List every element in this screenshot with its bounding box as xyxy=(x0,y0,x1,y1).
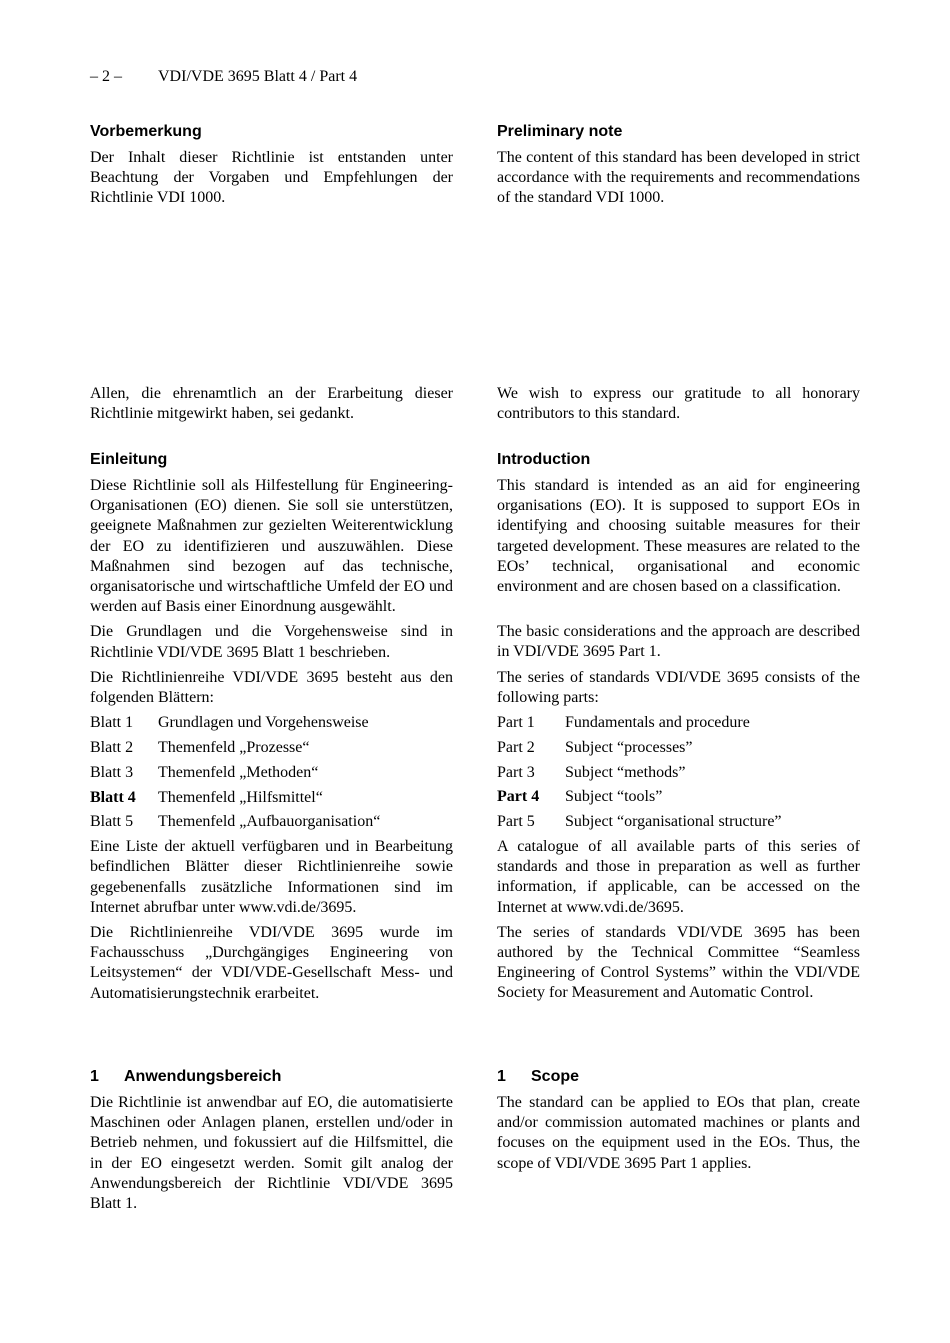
intro-paragraph-de: Die Richtlinienreihe VDI/VDE 3695 wurde im Fachausschuss „Durchgängiges Engineering von Leitsystemen“ der VDI/VDE-Gesellschaft Mess- und Automatisierungstechnik erarbeitet. xyxy=(90,924,453,1002)
list-item-current: Part 4 Subject “tools” xyxy=(497,788,663,806)
intro-paragraph-en: A catalogue of all available parts of this series of standards and those in preparation as well as further information, if applicable, can be accessed on the Internet at www.vdi.de/3695. xyxy=(497,838,860,916)
preface-section-en xyxy=(497,122,860,214)
scope-section-en xyxy=(497,1067,860,1179)
scope-heading-de: 1 Anwendungsbereich xyxy=(90,1068,282,1085)
parts-list-de xyxy=(90,713,453,837)
intro-paragraph-de: Diese Richtlinie soll als Hilfestellung für Engineering-Organisationen (EO) dienen. Sie soll sie unterstützen, geeignete Maßnahmen zur gezielten Weiterentwicklung der EO zu identifizieren und auszuwählen. Diese Maßnahmen sind bezogen auf das technische, organisatorische und wirtschaftliche Umfeld der EO und werden auf Basis einer Einordnung ausgewählt. xyxy=(90,477,453,616)
parts-list-en xyxy=(497,713,860,837)
intro-paragraph-en: The series of standards VDI/VDE 3695 consists of the following parts: xyxy=(497,668,860,706)
list-item: Blatt 1 Grundlagen und Vorgehensweise xyxy=(90,714,369,732)
thanks-text-en: We wish to express our gratitude to all honorary contributors to this standard. xyxy=(497,385,860,423)
intro-paragraph-en: The series of standards VDI/VDE 3695 has been authored by the Technical Committee “Seamless Engineering of Control Systems” within the VDI/VDE Society for Measurement and Automatic Control. xyxy=(497,923,860,1002)
list-item: Part 1 Fundamentals and procedure xyxy=(497,714,750,732)
intro-paragraph-de: Die Grundlagen und die Vorgehensweise sind in Richtlinie VDI/VDE 3695 Blatt 1 beschrieben. xyxy=(90,623,453,661)
preface-section-de xyxy=(90,122,453,214)
list-item: Part 5 Subject “organisational structure” xyxy=(497,813,782,831)
thanks-section-de xyxy=(90,384,453,429)
page-header xyxy=(90,68,357,86)
list-item: Blatt 5 Themenfeld „Aufbauorganisation“ xyxy=(90,813,381,831)
list-item: Blatt 2 Themenfeld „Prozesse“ xyxy=(90,739,310,757)
thanks-text-de: Allen, die ehrenamtlich an der Erarbeitung dieser Richtlinie mitgewirkt haben, sei gedankt. xyxy=(90,385,453,423)
list-item: Part 3 Subject “methods” xyxy=(497,763,686,781)
list-item-current: Blatt 4 Themenfeld „Hilfsmittel“ xyxy=(90,788,323,806)
preface-heading-de: Vorbemerkung xyxy=(90,123,202,140)
preface-text-en: The content of this standard has been developed in strict accordance with the requirements and recommendations of the standard VDI 1000. xyxy=(497,149,860,207)
intro-section-de xyxy=(90,450,453,1009)
list-item: Part 2 Subject “processes” xyxy=(497,738,693,756)
preface-heading-en: Preliminary note xyxy=(497,123,623,140)
intro-heading-de: Einleitung xyxy=(90,451,168,468)
intro-paragraph-en: This standard is intended as an aid for engineering organisations (EO). It is supposed to support EOs in identifying and choosing suitable measures for their targeted development. These measures are related to the EOs’ technical, organisational and economic environment and are chosen based on a classification. xyxy=(497,477,860,596)
list-item: Blatt 3 Themenfeld „Methoden“ xyxy=(90,763,319,781)
page-number: – 2 – xyxy=(90,68,122,85)
preface-text-de: Der Inhalt dieser Richtlinie ist entstanden unter Beachtung der Vorgaben und Empfehlungen der Richtlinie VDI 1000. xyxy=(90,149,453,207)
scope-heading-en: 1 Scope xyxy=(497,1068,580,1085)
thanks-section-en xyxy=(497,384,860,429)
intro-section-en xyxy=(497,450,860,1009)
scope-section-de xyxy=(90,1067,453,1219)
scope-text-en: The standard can be applied to EOs that plan, create and/or commission automated machines or plants and focuses on the equipment used in the EOs. Thus, the scope of VDI/VDE 3695 Part 1 applies. xyxy=(497,1094,860,1172)
document-title: VDI/VDE 3695 Blatt 4 / Part 4 xyxy=(158,68,358,85)
intro-heading-en: Introduction xyxy=(497,451,591,468)
scope-text-de: Die Richtlinie ist anwendbar auf EO, die automatisierte Maschinen oder Anlagen planen, erstellen und/oder in Betrieb nehmen, und fokussiert auf die Hilfsmittel, die in der EO eingesetzt werden. Somit gilt analog der Anwendungsbereich der Richtlinie VDI/VDE 3695 Blatt 1. xyxy=(90,1094,453,1213)
intro-paragraph-de: Die Richtlinienreihe VDI/VDE 3695 besteht aus den folgenden Blättern: xyxy=(90,668,453,707)
intro-paragraph-de: Eine Liste der aktuell verfügbaren und in Bearbeitung befindlichen Blätter dieser Richtlinienreihe sowie gegebenenfalls zusätzliche Informationen sind im Internet abrufbar unter www.vdi.de/3695. xyxy=(90,838,453,916)
intro-paragraph-en: The basic considerations and the approach are described in VDI/VDE 3695 Part 1. xyxy=(497,623,860,661)
